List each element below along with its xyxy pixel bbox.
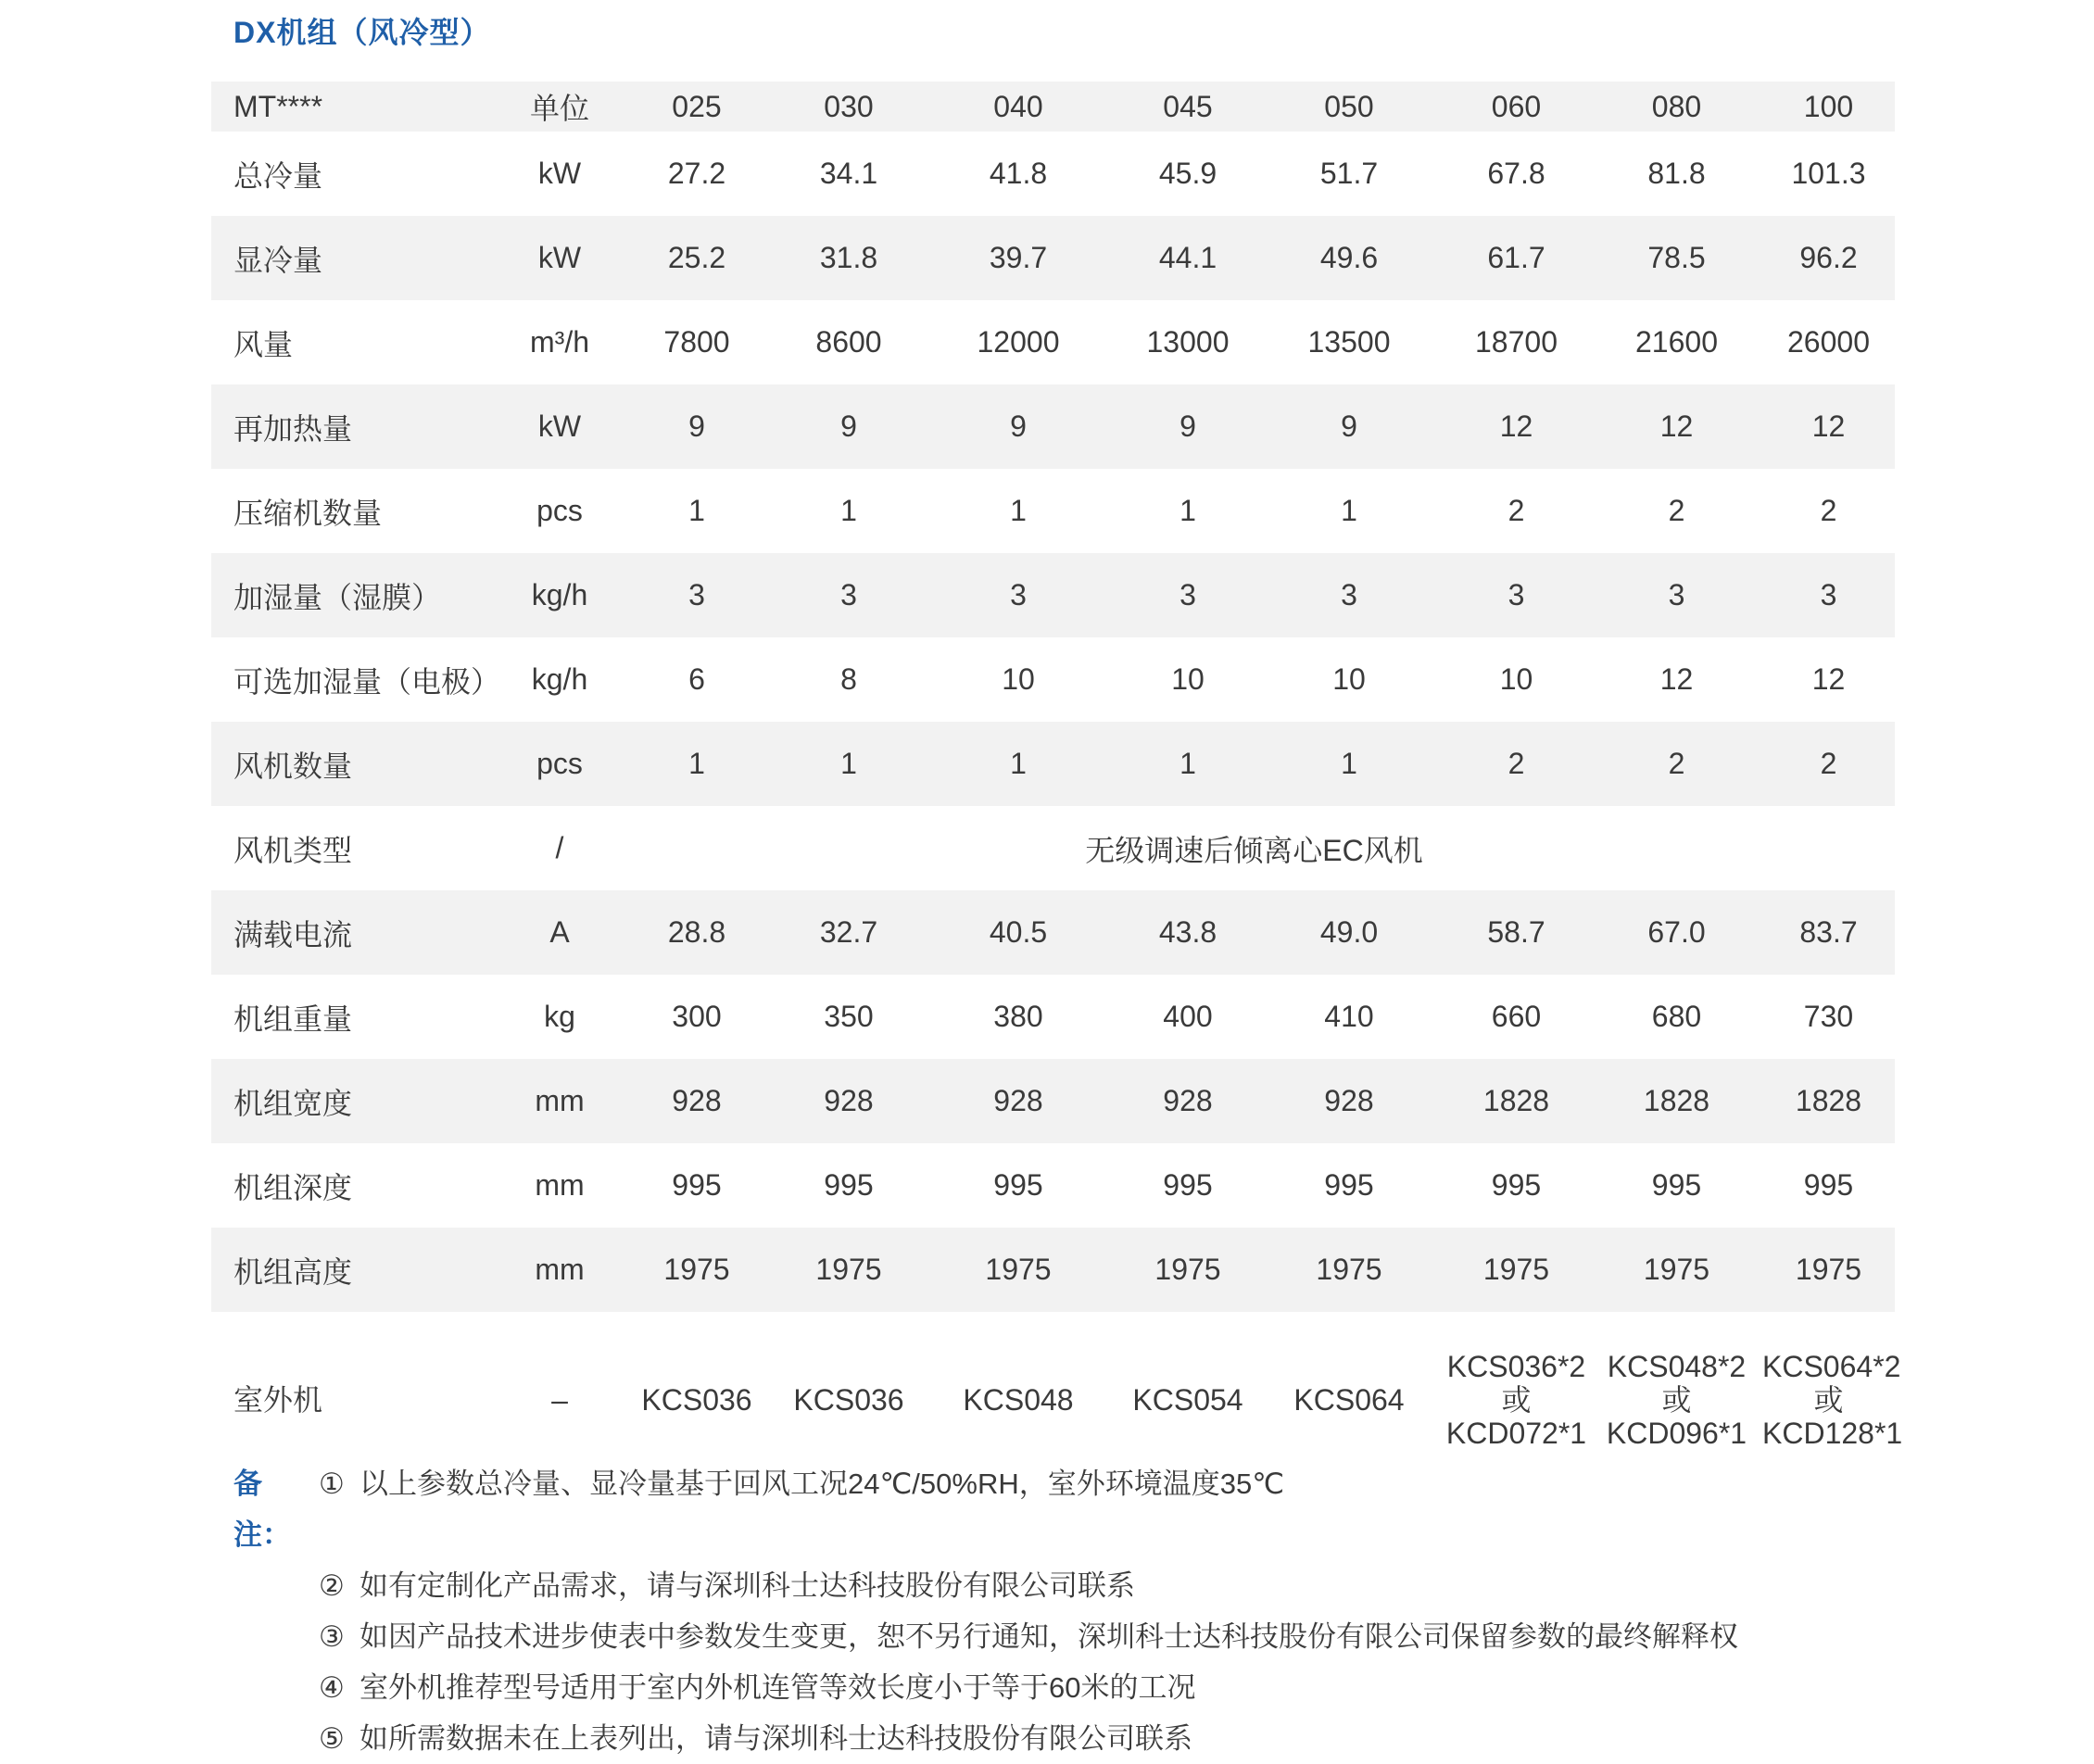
value-cell: 83.7 [1762, 890, 1895, 975]
value-cell: 2 [1820, 494, 1837, 527]
value-cell: KCS048*2 或 KCD096*1 [1606, 1350, 1747, 1450]
value-cell: 3 [1256, 553, 1442, 637]
value-cell: 995 [824, 1168, 874, 1202]
value-cell: 380 [993, 1000, 1043, 1033]
unit-cell: kg/h [531, 662, 588, 696]
value-cell: 1975 [917, 1228, 1119, 1312]
value-cell: 6 [688, 662, 705, 696]
value-cell: 100 [1762, 82, 1895, 132]
note-text: 如因产品技术进步使表中参数发生变更，恕不另行通知，深圳科士达科技股份有限公司保留参数的最终解释权 [360, 1620, 1738, 1653]
value-cell: 050 [1256, 82, 1442, 132]
value-cell: 995 [993, 1168, 1043, 1202]
value-cell: 080 [1591, 82, 1762, 132]
unit-cell: kW [506, 216, 613, 300]
note-text: 以上参数总冷量、显冷量基于回风工况24℃/50%RH，室外环境温度35℃ [360, 1468, 1285, 1500]
value-cell: 26000 [1787, 325, 1870, 359]
value-cell: 300 [672, 1000, 722, 1033]
value-cell: 928 [1119, 1059, 1256, 1143]
value-cell: 1 [1179, 494, 1196, 527]
notes-label [233, 1560, 319, 1611]
value-cell: 660 [1491, 1000, 1542, 1033]
note-number: ⑤ [319, 1722, 345, 1755]
unit-cell: mm [506, 1059, 613, 1143]
row-label-cell: 加湿量（湿膜） [211, 553, 506, 637]
value-cell: 1828 [1591, 1059, 1762, 1143]
value-cell: 928 [1256, 1059, 1442, 1143]
value-cell: 49.6 [1256, 216, 1442, 300]
value-cell: 18700 [1475, 325, 1558, 359]
value-cell: 2 [1762, 722, 1895, 806]
value-cell: 3 [613, 553, 780, 637]
value-cell: 8600 [815, 325, 882, 359]
row-label-cell: 再加热量 [211, 384, 506, 469]
value-cell: 32.7 [780, 890, 917, 975]
table-row [211, 216, 1895, 300]
unit-cell: kg/h [506, 553, 613, 637]
value-cell: 12 [1659, 662, 1694, 696]
value-cell: 400 [1163, 1000, 1213, 1033]
value-cell: 10 [1499, 662, 1533, 696]
unit-cell: A [506, 890, 613, 975]
value-cell: 060 [1442, 82, 1591, 132]
value-cell: 39.7 [917, 216, 1119, 300]
value-cell: KCS064*2 或 KCD128*1 [1762, 1350, 1903, 1450]
row-label-cell: 室外机 [233, 1383, 323, 1417]
value-cell: 1 [613, 722, 780, 806]
value-cell: 928 [780, 1059, 917, 1143]
value-cell: 51.7 [1319, 157, 1379, 190]
value-cell: 8 [840, 662, 857, 696]
value-cell: 040 [917, 82, 1119, 132]
unit-cell: kW [506, 384, 613, 469]
value-cell: 025 [613, 82, 780, 132]
spec-table [211, 82, 1903, 1488]
note-text: 如所需数据未在上表列出，请与深圳科士达科技股份有限公司联系 [360, 1722, 1192, 1755]
value-cell: 13000 [1146, 325, 1230, 359]
table-row [211, 132, 1895, 216]
value-cell: KCS036*2 或 KCD072*1 [1445, 1350, 1587, 1450]
table-row [211, 1059, 1895, 1143]
value-cell: 730 [1803, 1000, 1854, 1033]
value-cell: 680 [1651, 1000, 1702, 1033]
value-cell: 928 [613, 1059, 780, 1143]
unit-cell: mm [535, 1168, 585, 1202]
value-cell: 45.9 [1158, 157, 1217, 190]
page-title: DX机组（风冷型） [233, 16, 491, 49]
notes-label: 备注： [233, 1468, 291, 1551]
value-cell: 12 [1762, 384, 1895, 469]
value-cell: 44.1 [1119, 216, 1256, 300]
unit-cell: kg [544, 1000, 575, 1033]
value-cell: 2 [1668, 494, 1685, 527]
value-cell: 3 [1591, 553, 1762, 637]
value-cell: 12000 [977, 325, 1060, 359]
value-cell: 34.1 [819, 157, 878, 190]
table-row [211, 722, 1895, 806]
unit-cell: 单位 [506, 82, 613, 132]
table-row [211, 975, 1895, 1059]
value-cell: 410 [1324, 1000, 1374, 1033]
note-text: 如有定制化产品需求，请与深圳科士达科技股份有限公司联系 [360, 1569, 1135, 1602]
note-number: ③ [319, 1620, 345, 1653]
value-cell: 1975 [1762, 1228, 1895, 1312]
value-cell: 1975 [1119, 1228, 1256, 1312]
value-cell: 1975 [1256, 1228, 1442, 1312]
unit-cell: mm [506, 1228, 613, 1312]
value-cell: 1 [1010, 494, 1027, 527]
value-cell: 81.8 [1647, 157, 1706, 190]
note-item [233, 1560, 1738, 1611]
value-cell: 67.8 [1487, 157, 1545, 190]
value-cell: 9 [917, 384, 1119, 469]
value-cell: 3 [780, 553, 917, 637]
value-cell: 40.5 [917, 890, 1119, 975]
row-label-cell: 压缩机数量 [233, 496, 383, 530]
table-row [211, 637, 1895, 722]
note-number: ① [319, 1468, 345, 1500]
value-cell: KCS048 [963, 1383, 1074, 1417]
value-cell: 12 [1591, 384, 1762, 469]
table-row [211, 806, 1895, 890]
value-cell: 1975 [613, 1228, 780, 1312]
value-cell: 3 [1762, 553, 1895, 637]
note-item [233, 1662, 1738, 1713]
table-row [211, 384, 1895, 469]
value-cell: 928 [917, 1059, 1119, 1143]
value-cell: 995 [672, 1168, 722, 1202]
value-cell: 1975 [1442, 1228, 1591, 1312]
row-label-cell: 机组宽度 [211, 1059, 506, 1143]
row-label-cell: 机组重量 [233, 1002, 353, 1036]
row-label-cell: MT**** [211, 82, 506, 132]
value-cell: 1 [688, 494, 705, 527]
table-row [211, 890, 1895, 975]
value-cell: 350 [824, 1000, 874, 1033]
value-cell: 101.3 [1791, 157, 1866, 190]
value-cell: 43.8 [1119, 890, 1256, 975]
value-cell: 995 [1803, 1168, 1854, 1202]
note-number: ② [319, 1569, 345, 1602]
value-cell: 21600 [1635, 325, 1718, 359]
table-row [211, 469, 1895, 553]
value-cell: 9 [780, 384, 917, 469]
value-cell: 25.2 [613, 216, 780, 300]
value-cell: 1975 [780, 1228, 917, 1312]
value-cell: 78.5 [1591, 216, 1762, 300]
value-cell: 7800 [663, 325, 730, 359]
value-cell: 1 [780, 722, 917, 806]
value-cell: 1975 [1591, 1228, 1762, 1312]
value-cell: 995 [1163, 1168, 1213, 1202]
value-cell: 3 [1442, 553, 1591, 637]
unit-cell: m³/h [530, 325, 589, 359]
notes-section [233, 1458, 1738, 1764]
value-cell: 41.8 [989, 157, 1048, 190]
value-cell: 61.7 [1442, 216, 1591, 300]
value-cell: 1 [917, 722, 1119, 806]
row-label-cell: 机组高度 [211, 1228, 506, 1312]
unit-cell: pcs [536, 494, 583, 527]
value-cell: 1828 [1442, 1059, 1591, 1143]
notes-label [233, 1713, 319, 1764]
value-cell: 030 [780, 82, 917, 132]
notes-label [233, 1611, 319, 1662]
note-item [233, 1611, 1738, 1662]
value-cell: 3 [917, 553, 1119, 637]
value-cell: 10 [1332, 662, 1366, 696]
value-cell: 27.2 [667, 157, 726, 190]
value-cell: 9 [1256, 384, 1442, 469]
row-label-cell: 机组深度 [233, 1170, 353, 1204]
value-cell: 9 [1119, 384, 1256, 469]
table-row [211, 300, 1895, 384]
value-cell: 045 [1119, 82, 1256, 132]
value-cell: 995 [1491, 1168, 1542, 1202]
unit-cell: – [551, 1383, 568, 1417]
value-cell: KCS054 [1132, 1383, 1243, 1417]
value-cell: 10 [1171, 662, 1205, 696]
row-label-cell: 风机数量 [211, 722, 506, 806]
value-cell: 12 [1442, 384, 1591, 469]
note-number: ④ [319, 1671, 345, 1704]
value-cell: 2 [1442, 722, 1591, 806]
value-cell: 1 [1256, 722, 1442, 806]
value-cell: 1 [1119, 722, 1256, 806]
value-cell: 995 [1324, 1168, 1374, 1202]
value-cell: 1 [840, 494, 857, 527]
value-cell: 1 [1341, 494, 1357, 527]
note-item [233, 1458, 1738, 1560]
table-row [211, 1228, 1895, 1312]
note-item [233, 1713, 1738, 1764]
value-cell: 49.0 [1256, 890, 1442, 975]
value-cell: 58.7 [1442, 890, 1591, 975]
value-cell: KCS036 [793, 1383, 904, 1417]
value-cell: 无级调速后倾离心EC风机 [1085, 833, 1423, 867]
value-cell: 28.8 [613, 890, 780, 975]
row-label-cell: 风量 [233, 327, 294, 361]
value-cell: 31.8 [780, 216, 917, 300]
value-cell: 9 [613, 384, 780, 469]
unit-cell: kW [537, 157, 582, 190]
unit-cell: / [555, 831, 564, 864]
note-text: 室外机推荐型号适用于室内外机连管等效长度小于等于60米的工况 [360, 1671, 1196, 1704]
value-cell: 12 [1811, 662, 1846, 696]
unit-cell: pcs [506, 722, 613, 806]
value-cell: 13500 [1307, 325, 1391, 359]
value-cell: 2 [1507, 494, 1525, 527]
value-cell: 3 [1119, 553, 1256, 637]
notes-label [233, 1662, 319, 1713]
value-cell: KCS064 [1293, 1383, 1405, 1417]
row-label-cell: 总冷量 [233, 158, 323, 193]
value-cell: 2 [1591, 722, 1762, 806]
row-label-cell: 满载电流 [211, 890, 506, 975]
table-header-row [211, 82, 1895, 132]
value-cell: 995 [1651, 1168, 1702, 1202]
value-cell: 10 [1002, 662, 1035, 696]
row-label-cell: 风机类型 [233, 833, 353, 867]
value-cell: KCS036 [641, 1383, 752, 1417]
value-cell: 96.2 [1762, 216, 1895, 300]
value-cell: 67.0 [1591, 890, 1762, 975]
table-row [211, 553, 1895, 637]
row-label-cell: 可选加湿量（电极） [233, 664, 501, 699]
table-row [211, 1143, 1895, 1228]
row-label-cell: 显冷量 [211, 216, 506, 300]
value-cell: 1828 [1762, 1059, 1895, 1143]
